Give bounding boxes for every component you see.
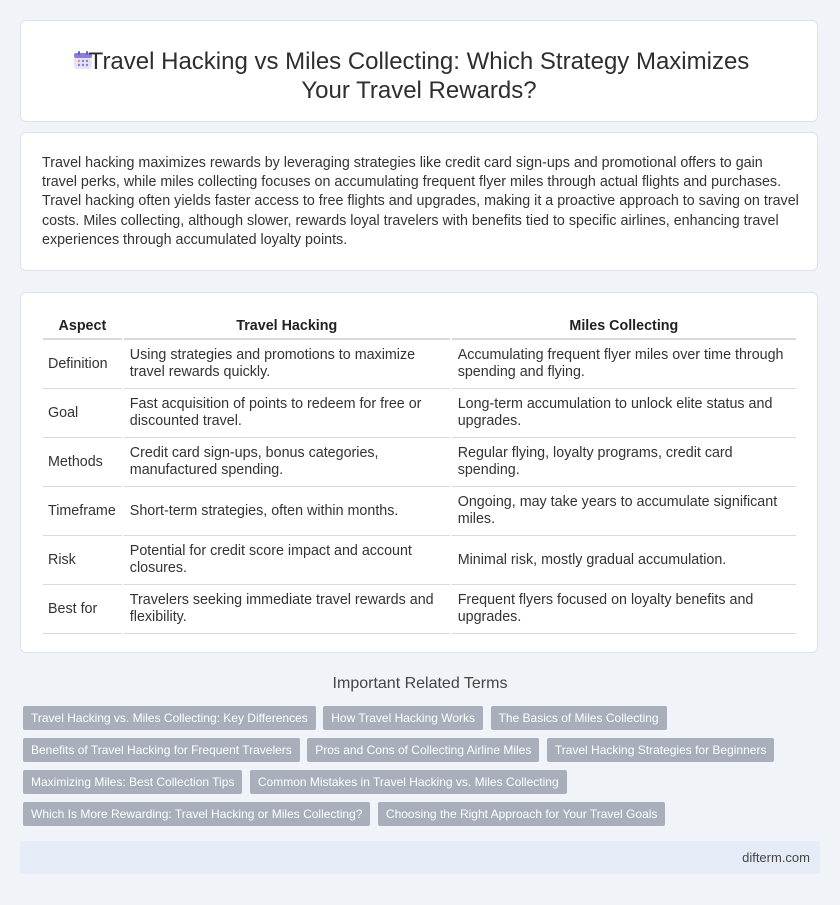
cell-travel-hacking: Credit card sign-ups, bonus categories, manufactured spending.: [124, 438, 450, 487]
related-term-link[interactable]: The Basics of Miles Collecting: [491, 706, 667, 730]
header-miles-collecting: Miles Collecting: [452, 314, 796, 340]
footer: [20, 841, 820, 874]
related-term-link[interactable]: Benefits of Travel Hacking for Frequent Travelers: [23, 738, 300, 762]
header-travel-hacking: Travel Hacking: [124, 314, 450, 340]
table-row: [43, 340, 796, 389]
cell-travel-hacking: Travelers seeking immediate travel rewards and flexibility.: [124, 585, 450, 634]
table-row: [43, 536, 796, 585]
related-term-link[interactable]: Which Is More Rewarding: Travel Hacking or Miles Collecting?: [23, 802, 370, 826]
related-terms-list: [23, 706, 803, 834]
table-row: [43, 389, 796, 438]
cell-miles-collecting: Accumulating frequent flyer miles over time through spending and flying.: [452, 340, 796, 389]
cell-aspect: Methods: [43, 438, 122, 487]
footer-site-link[interactable]: difterm.com: [742, 850, 810, 865]
related-term-link[interactable]: Common Mistakes in Travel Hacking vs. Miles Collecting: [250, 770, 567, 794]
cell-aspect: Best for: [43, 585, 122, 634]
related-term-link[interactable]: Travel Hacking Strategies for Beginners: [547, 738, 775, 762]
cell-aspect: Definition: [43, 340, 122, 389]
cell-miles-collecting: Minimal risk, mostly gradual accumulation.: [452, 536, 796, 585]
cell-aspect: Timeframe: [43, 487, 122, 536]
cell-miles-collecting: Long-term accumulation to unlock elite status and upgrades.: [452, 389, 796, 438]
related-terms-heading: Important Related Terms: [332, 675, 508, 692]
comparison-card: [20, 292, 818, 653]
header-aspect: Aspect: [43, 314, 122, 340]
cell-miles-collecting: Regular flying, loyalty programs, credit card spending.: [452, 438, 796, 487]
comparison-table: [41, 314, 798, 634]
related-term-link[interactable]: Pros and Cons of Collecting Airline Miles: [307, 738, 539, 762]
cell-aspect: Goal: [43, 389, 122, 438]
table-row: [43, 487, 796, 536]
related-term-link[interactable]: Travel Hacking vs. Miles Collecting: Key Differences: [23, 706, 316, 730]
cell-travel-hacking: Potential for credit score impact and account closures.: [124, 536, 450, 585]
cell-aspect: Risk: [43, 536, 122, 585]
related-term-link[interactable]: How Travel Hacking Works: [323, 706, 483, 730]
table-row: [43, 438, 796, 487]
page-title: Travel Hacking vs Miles Collecting: Which Strategy Maximizes Your Travel Rewards?: [88, 48, 750, 104]
related-term-link[interactable]: Maximizing Miles: Best Collection Tips: [23, 770, 242, 794]
related-term-link[interactable]: Choosing the Right Approach for Your Travel Goals: [378, 802, 666, 826]
table-row: [43, 585, 796, 634]
cell-travel-hacking: Using strategies and promotions to maximize travel rewards quickly.: [124, 340, 450, 389]
intro-card: [20, 132, 818, 271]
cell-miles-collecting: Ongoing, may take years to accumulate significant miles.: [452, 487, 796, 536]
table-header-row: [43, 314, 796, 340]
cell-travel-hacking: Short-term strategies, often within months.: [124, 487, 450, 536]
intro-paragraph: Travel hacking maximizes rewards by leveraging strategies like credit card sign-ups and promotional offers to gain travel perks, while miles collecting focuses on accumulating frequent flyer miles through actual flights and purchases. Travel hacking often yields faster access to free flights and upgrades, making it a proactive approach to saving on travel costs. Miles collecting, although slower, rewards loyal travelers with benefits tied to specific airlines, enhancing travel experiences through accumulated loyalty points.: [42, 155, 799, 248]
cell-travel-hacking: Fast acquisition of points to redeem for free or discounted travel.: [124, 389, 450, 438]
cell-miles-collecting: Frequent flyers focused on loyalty benefits and upgrades.: [452, 585, 796, 634]
title-card: [20, 20, 818, 122]
